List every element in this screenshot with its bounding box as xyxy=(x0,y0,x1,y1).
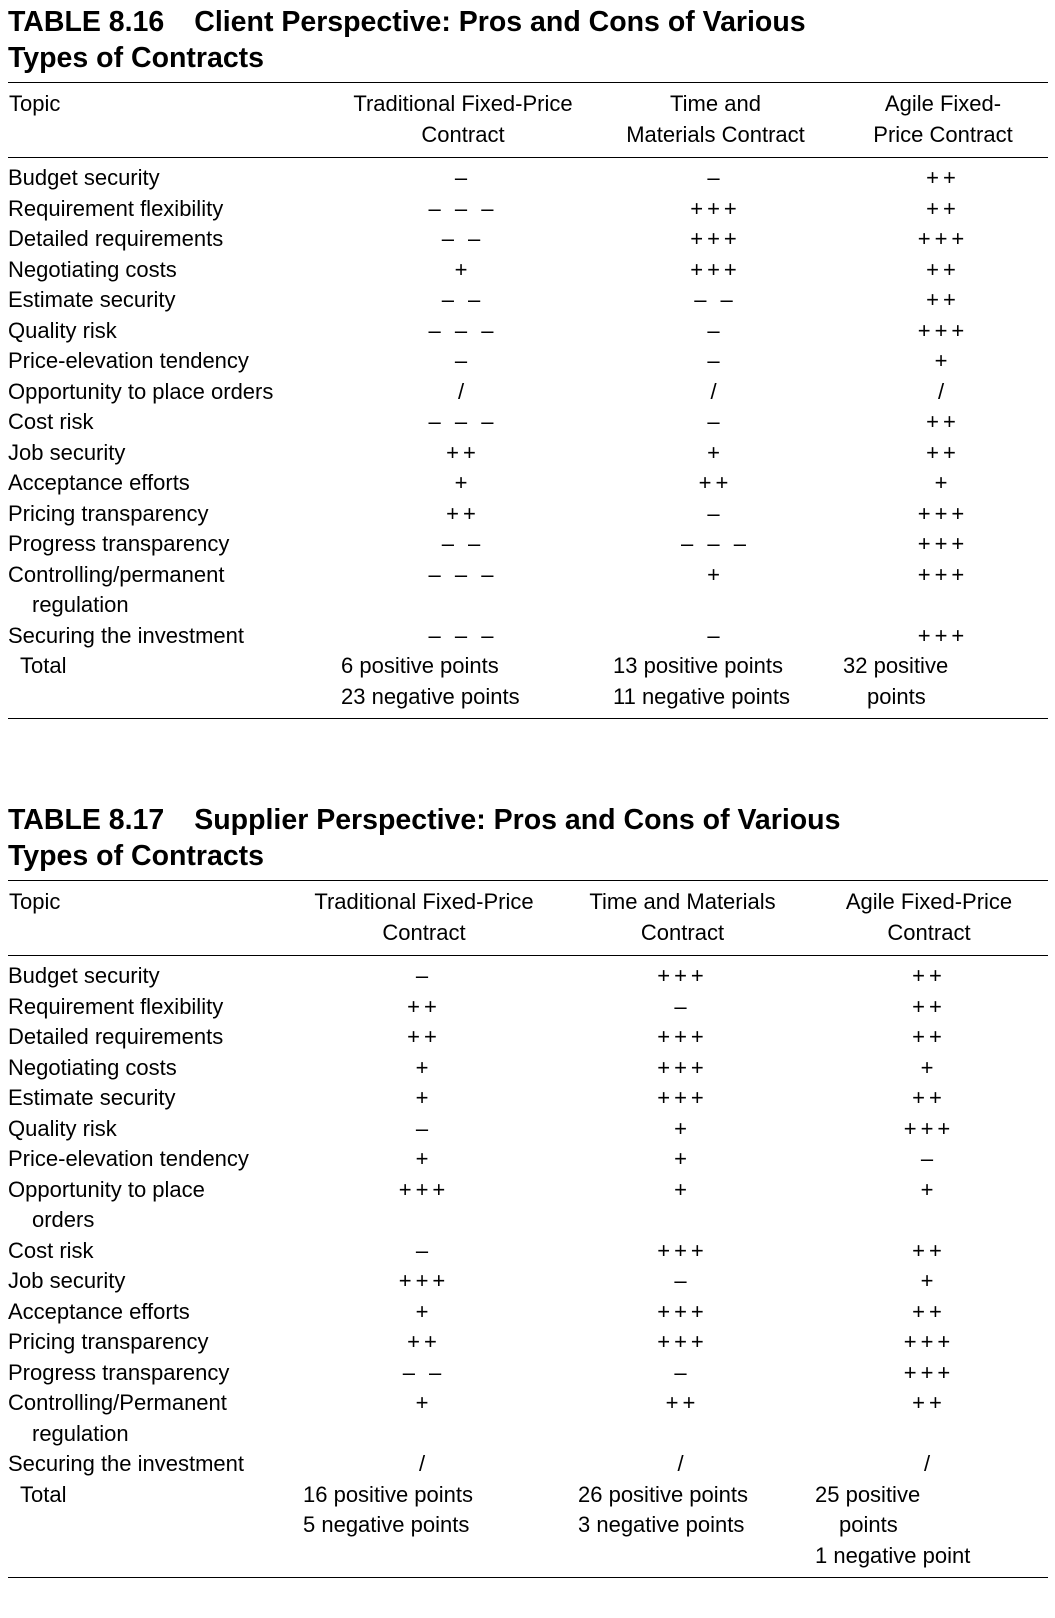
row-topic: Estimate security xyxy=(8,287,176,312)
rating-cell-col3: ++ xyxy=(912,1024,946,1049)
row-topic: Controlling/permanent regulation xyxy=(8,561,225,617)
rating-cell-col2: +++ xyxy=(690,195,741,221)
header-topic: Topic xyxy=(9,91,61,116)
row-topic: Price-elevation tendency xyxy=(8,348,249,373)
row-topic: Detailed requirements xyxy=(8,1024,224,1049)
table-caption xyxy=(8,4,1048,76)
rating-cell-col1: – – – xyxy=(428,622,498,648)
rating-cell-col1: – xyxy=(415,1115,433,1141)
rating-cell-col1: – – – xyxy=(428,195,498,221)
row-topic: Negotiating costs xyxy=(8,256,177,282)
rating-cell-col2: – xyxy=(707,317,724,343)
header-traditional-fixed-price: Traditional Fixed-Price Contract xyxy=(314,889,534,945)
rating-cell-col2: – – – xyxy=(681,531,750,556)
header-traditional-fixed-price: Traditional Fixed-Price Contract xyxy=(353,91,573,147)
rating-cell-col3: +++ xyxy=(917,317,969,343)
table-row xyxy=(8,1053,1048,1084)
rating-cell-col3: + xyxy=(934,470,952,495)
table-title: Client Perspective: Pros and Cons of Various xyxy=(194,6,806,38)
row-topic: Pricing transparency xyxy=(8,500,209,526)
table-row xyxy=(8,468,1048,499)
rating-cell-col1: – xyxy=(454,165,472,190)
table-row xyxy=(8,560,1048,621)
row-topic: Budget security xyxy=(8,963,160,988)
table-title: Supplier Perspective: Pros and Cons of Various xyxy=(194,804,841,836)
row-topic: Pricing transparency xyxy=(8,1329,209,1354)
rating-cell-col2: + xyxy=(674,1115,691,1141)
rating-cell-col1: + xyxy=(415,1298,433,1324)
rating-cell-col3: + xyxy=(920,1268,938,1293)
table-row xyxy=(8,621,1048,652)
rating-cell-col1: – – – xyxy=(428,317,498,343)
table-8-16 xyxy=(8,4,1048,719)
rating-cell-col3: ++ xyxy=(926,287,960,312)
rating-cell-col1: +++ xyxy=(398,1268,450,1293)
table-row xyxy=(8,1266,1048,1297)
row-topic: Requirement flexibility xyxy=(8,993,224,1019)
row-topic: Job security xyxy=(8,439,126,465)
rating-cell-col2: + xyxy=(707,561,724,587)
rating-cell-col2: – xyxy=(707,622,724,648)
rating-cell-col2: +++ xyxy=(690,256,741,282)
total-row xyxy=(8,651,1048,719)
row-topic: Quality risk xyxy=(8,1115,117,1141)
rating-cell-col3: +++ xyxy=(903,1329,955,1354)
rating-cell-col2: – – xyxy=(694,287,737,312)
rating-cell-col1: / xyxy=(418,1451,430,1476)
rating-cell-col2: +++ xyxy=(657,1237,708,1263)
rating-cell-col1: + xyxy=(454,470,472,495)
rating-cell-col2: + xyxy=(707,439,724,465)
row-topic: Opportunity to place orders xyxy=(8,1176,205,1232)
table-row xyxy=(8,1144,1048,1175)
table-row xyxy=(8,377,1048,408)
rating-cell-col1: + xyxy=(415,1054,433,1080)
rating-cell-col1: – – – xyxy=(428,561,498,587)
table-row xyxy=(8,194,1048,225)
rating-cell-col3: ++ xyxy=(926,195,960,221)
total-label: Total xyxy=(20,653,67,678)
total-row xyxy=(8,1480,1048,1578)
rating-cell-col1: – – xyxy=(402,1359,446,1385)
table-row xyxy=(8,1022,1048,1053)
row-topic: Detailed requirements xyxy=(8,226,224,251)
total-cell-col2: 13 positive points 11 negative points xyxy=(613,653,790,709)
rating-cell-col3: ++ xyxy=(926,439,960,465)
rating-cell-col1: +++ xyxy=(398,1176,450,1202)
total-cell-col2: 26 positive points 3 negative points xyxy=(578,1481,748,1537)
table-row xyxy=(8,1083,1048,1114)
header-time-and-materials: Time and Materials Contract xyxy=(626,91,805,147)
rating-cell-col2: +++ xyxy=(657,1024,708,1049)
rating-cell-col1: ++ xyxy=(446,439,480,465)
rating-cell-col2: / xyxy=(710,378,721,404)
total-cell-col3: 25 positive points 1 negative point xyxy=(815,1481,971,1568)
rating-cell-col3: + xyxy=(920,1054,938,1080)
header-time-and-materials: Time and Materials Contract xyxy=(589,889,776,945)
rating-cell-col2: – xyxy=(707,409,724,434)
row-topic: Progress transparency xyxy=(8,1359,230,1385)
rating-cell-col3: / xyxy=(923,1451,935,1476)
rating-cell-col2: – xyxy=(707,500,724,526)
rating-cell-col3: ++ xyxy=(926,409,960,434)
total-cell-col1: 6 positive points 23 negative points xyxy=(341,653,520,709)
row-topic: Progress transparency xyxy=(8,531,230,556)
rating-cell-col2: / xyxy=(677,1451,688,1476)
row-topic: Negotiating costs xyxy=(8,1054,177,1080)
row-topic: Controlling/Permanent regulation xyxy=(8,1390,227,1446)
table-row xyxy=(8,1388,1048,1449)
total-cell-col3: 32 positive points xyxy=(843,653,949,709)
rating-cell-col1: ++ xyxy=(407,1329,441,1354)
rating-cell-col3: ++ xyxy=(912,1085,946,1110)
rating-cell-col2: ++ xyxy=(665,1390,700,1415)
table-body xyxy=(8,158,1048,719)
rating-cell-col2: +++ xyxy=(657,1298,708,1324)
rating-cell-col3: +++ xyxy=(903,1115,955,1141)
rating-cell-col3: ++ xyxy=(912,1390,946,1415)
table-row xyxy=(8,255,1048,286)
table-number: TABLE 8.16 xyxy=(8,6,165,38)
contract-comparison-table xyxy=(8,82,1048,719)
rating-cell-col2: +++ xyxy=(657,963,708,988)
table-row xyxy=(8,407,1048,438)
table-title-line2: Types of Contracts xyxy=(8,840,265,872)
rating-cell-col1: – – xyxy=(441,287,485,312)
row-topic: Budget security xyxy=(8,165,160,190)
row-topic: Job security xyxy=(8,1268,126,1293)
row-topic: Cost risk xyxy=(8,1237,94,1263)
rating-cell-col1: + xyxy=(454,256,472,282)
rating-cell-col3: + xyxy=(934,348,952,373)
rating-cell-col2: +++ xyxy=(690,226,741,251)
table-row xyxy=(8,992,1048,1023)
rating-cell-col2: – xyxy=(674,1359,691,1385)
rating-cell-col3: / xyxy=(937,378,949,404)
row-topic: Acceptance efforts xyxy=(8,1298,190,1324)
rating-cell-col3: +++ xyxy=(917,622,969,648)
table-row xyxy=(8,1114,1048,1145)
row-topic: Cost risk xyxy=(8,409,94,434)
rating-cell-col3: ++ xyxy=(912,1298,946,1324)
rating-cell-col3: +++ xyxy=(917,531,969,556)
rating-cell-col1: + xyxy=(415,1085,433,1110)
table-caption xyxy=(8,802,1048,874)
rating-cell-col1: – – xyxy=(441,531,485,556)
rating-cell-col3: ++ xyxy=(926,165,960,190)
table-row xyxy=(8,1175,1048,1236)
rating-cell-col3: +++ xyxy=(917,500,969,526)
rating-cell-col2: – xyxy=(707,348,724,373)
rating-cell-col3: ++ xyxy=(912,963,946,988)
table-row xyxy=(8,1358,1048,1389)
row-topic: Securing the investment xyxy=(8,622,245,648)
table-row xyxy=(8,346,1048,377)
row-topic: Opportunity to place orders xyxy=(8,378,274,404)
table-body xyxy=(8,956,1048,1578)
row-topic: Estimate security xyxy=(8,1085,176,1110)
header-agile-fixed-price: Agile Fixed-Price Contract xyxy=(845,889,1013,945)
rating-cell-col2: – xyxy=(674,1268,691,1293)
rating-cell-col2: + xyxy=(674,1176,691,1202)
header-agile-fixed-price: Agile Fixed- Price Contract xyxy=(873,91,1013,147)
rating-cell-col3: + xyxy=(920,1176,938,1202)
table-row xyxy=(8,224,1048,255)
rating-cell-col3: ++ xyxy=(926,256,960,282)
rating-cell-col3: ++ xyxy=(912,993,946,1019)
rating-cell-col1: + xyxy=(415,1390,433,1415)
table-row xyxy=(8,158,1048,194)
contract-comparison-table xyxy=(8,880,1048,1578)
rating-cell-col3: ++ xyxy=(912,1237,946,1263)
rating-cell-col3: – xyxy=(920,1146,938,1171)
rating-cell-col1: + xyxy=(415,1146,433,1171)
rating-cell-col2: +++ xyxy=(657,1054,708,1080)
rating-cell-col3: +++ xyxy=(917,226,969,251)
row-topic: Securing the investment xyxy=(8,1451,245,1476)
table-row xyxy=(8,956,1048,992)
row-topic: Acceptance efforts xyxy=(8,470,190,495)
total-label: Total xyxy=(20,1481,67,1507)
rating-cell-col2: ++ xyxy=(698,470,733,495)
table-title-line2: Types of Contracts xyxy=(8,42,265,74)
table-row xyxy=(8,285,1048,316)
rating-cell-col1: ++ xyxy=(407,993,441,1019)
table-row xyxy=(8,438,1048,469)
rating-cell-col1: ++ xyxy=(446,500,480,526)
table-number: TABLE 8.17 xyxy=(8,804,165,836)
table-row xyxy=(8,1327,1048,1358)
total-cell-col1: 16 positive points 5 negative points xyxy=(303,1481,473,1537)
rating-cell-col1: ++ xyxy=(407,1024,441,1049)
table-8-17 xyxy=(8,802,1048,1578)
rating-cell-col1: – – xyxy=(441,226,485,251)
rating-cell-col1: – xyxy=(415,1237,433,1263)
rating-cell-col2: + xyxy=(674,1146,691,1171)
table-row xyxy=(8,499,1048,530)
rating-cell-col2: – xyxy=(707,165,724,190)
rating-cell-col1: – xyxy=(454,348,472,373)
rating-cell-col1: – – – xyxy=(428,409,498,434)
rating-cell-col2: – xyxy=(674,993,691,1019)
rating-cell-col3: +++ xyxy=(917,561,969,587)
row-topic: Requirement flexibility xyxy=(8,195,224,221)
header-topic: Topic xyxy=(9,889,61,914)
table-row xyxy=(8,316,1048,347)
rating-cell-col2: +++ xyxy=(657,1329,708,1354)
row-topic: Price-elevation tendency xyxy=(8,1146,249,1171)
rating-cell-col2: +++ xyxy=(657,1085,708,1110)
table-row xyxy=(8,1449,1048,1480)
table-row xyxy=(8,1297,1048,1328)
table-row xyxy=(8,1236,1048,1267)
rating-cell-col1: / xyxy=(457,378,469,404)
row-topic: Quality risk xyxy=(8,317,117,343)
rating-cell-col1: – xyxy=(415,963,433,988)
rating-cell-col3: +++ xyxy=(903,1359,955,1385)
table-row xyxy=(8,529,1048,560)
